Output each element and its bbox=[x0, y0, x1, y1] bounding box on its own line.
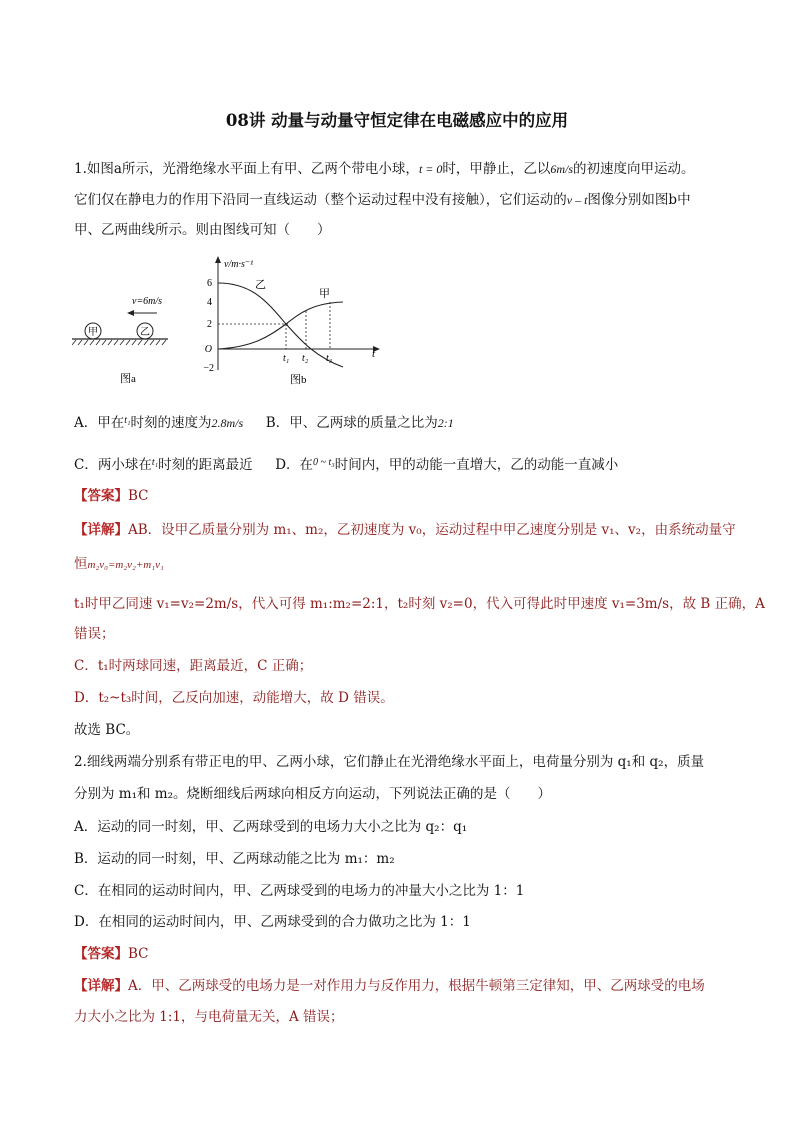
figure-b-chart bbox=[198, 253, 388, 388]
q1-options-ab bbox=[74, 412, 724, 432]
option-c-text-2: 时刻的距离最近 bbox=[158, 457, 253, 473]
xtick-t1: t₁ bbox=[283, 353, 290, 364]
velocity-label: v=6m/s bbox=[132, 296, 163, 307]
ytick-6: 6 bbox=[207, 278, 212, 289]
q2-detail-1 bbox=[74, 977, 724, 995]
q1-detail-2 bbox=[74, 555, 724, 574]
q1-stem-2c: 图像分别如图b中 bbox=[587, 192, 691, 208]
option-c-t1: t₁ bbox=[151, 457, 159, 468]
q1-stem-c: 时，甲静止，乙以 bbox=[442, 161, 551, 177]
detail-text-2: 恒 bbox=[74, 556, 88, 572]
q1-detail-3: t₁时甲乙同速 v₁=v₂=2m/s，代入可得 m₁:m₂=2:1，t₂时刻 v₂=0，代入可得此时甲速度 v₁=3m/s，故 B 正确，A bbox=[74, 596, 765, 612]
q1-detail-5: C．t₁时两球同速，距离最近，C 正确； bbox=[74, 658, 313, 674]
detail-tag-2: 【详解】 bbox=[74, 978, 128, 994]
xtick-t2: t₂ bbox=[302, 353, 309, 364]
q1-line-2 bbox=[74, 191, 724, 209]
figure-a bbox=[72, 288, 182, 388]
y-axis-label: v/m·s⁻¹ bbox=[224, 259, 254, 270]
q2-option-c: C．在相同的运动时间内，甲、乙两球受到的电场力的冲量大小之比为 1：1 bbox=[74, 883, 525, 899]
q2-answer bbox=[74, 945, 724, 963]
q1-stem-e: 的初速度向甲运动。 bbox=[573, 161, 695, 177]
page-title: 08讲 动量与动量守恒定律在电磁感应中的应用 bbox=[225, 111, 569, 130]
origin-label: O bbox=[204, 344, 212, 355]
answer-value: BC bbox=[128, 488, 149, 504]
ball-yi-label: 乙 bbox=[140, 327, 150, 338]
answer-value-2: BC bbox=[128, 946, 149, 962]
q1-line-1 bbox=[74, 160, 724, 178]
q1-detail-6: D．t₂~t₃时间，乙反向加速，动能增大，故 D 错误。 bbox=[74, 690, 394, 706]
q1-options-cd bbox=[74, 454, 724, 474]
ytick-2: 2 bbox=[207, 319, 212, 330]
q1-detail-1 bbox=[74, 521, 736, 539]
q1-detail-4: 错误； bbox=[74, 626, 115, 642]
option-c-text: C．两小球在 bbox=[74, 457, 152, 473]
q2-line-2: 分别为 m₁和 m₂。烧断细线后两球向相反方向运动，下列说法正确的是（ ） bbox=[74, 786, 552, 802]
detail-tag: 【详解】 bbox=[74, 522, 128, 538]
curve-jia bbox=[218, 302, 343, 349]
q1-stem-2a: 它们仅在静电力的作用下沿同一直线运动（整个运动过程中没有接触），它们运动的 bbox=[74, 192, 567, 208]
option-a-text-2: 时刻的速度为 bbox=[130, 415, 212, 431]
option-b-text: B．甲、乙两球的质量之比为 bbox=[265, 415, 438, 431]
option-d-interval: 0 ~ t₃ bbox=[313, 457, 335, 468]
detail-text-1: AB．设甲乙质量分别为 m₁、m₂，乙初速度为 v₀，运动过程中甲乙速度分别是 v₁、v₂，由系统动量守 bbox=[128, 522, 736, 538]
xtick-t3: t₃ bbox=[326, 353, 333, 364]
q1-stem-a: 1.如图a所示，光滑绝缘水平面上有甲、乙两个带电小球， bbox=[74, 161, 419, 177]
q2-detail-2: 力大小之比为 1:1，与电荷量无关，A 错误； bbox=[74, 1009, 344, 1025]
curve-yi-label: 乙 bbox=[255, 279, 266, 291]
q1-conclusion: 故选 BC。 bbox=[74, 722, 140, 738]
x-axis-label: t bbox=[372, 348, 376, 360]
q2-option-b: B．运动的同一时刻，甲、乙两球动能之比为 m₁：m₂ bbox=[74, 851, 395, 867]
momentum-equation: m₂v₀=m₂v₂+m₁v₁ bbox=[87, 559, 164, 571]
figure-b-caption: 图b bbox=[290, 374, 307, 386]
curve-jia-label: 甲 bbox=[319, 288, 330, 300]
q1-t0: t = 0 bbox=[418, 162, 443, 176]
y-axis-arrow bbox=[215, 256, 221, 263]
figure-a-caption: 图a bbox=[120, 373, 136, 385]
q2-option-a: A．运动的同一时刻，甲、乙两球受到的电场力大小之比为 q₂：q₁ bbox=[74, 819, 468, 835]
option-a-value: 2.8m/s bbox=[211, 416, 244, 430]
answer-tag-2: 【答案】 bbox=[74, 946, 128, 962]
q2-detail-text-1: A．甲、乙两球受的电场力是一对作用力与反作用力，根据牛顿第三定律知，甲、乙两球受的电场 bbox=[128, 978, 705, 994]
ytick-4: 4 bbox=[207, 297, 212, 308]
ground-hatch bbox=[72, 340, 166, 345]
ytick-neg2: −2 bbox=[203, 363, 214, 374]
q1-line-3: 甲、乙两曲线所示。则由图线可知（ ） bbox=[74, 222, 331, 238]
q2-option-d: D．在相同的运动时间内，甲、乙两球受到的合力做功之比为 1：1 bbox=[74, 914, 471, 930]
option-b-ratio: 2:1 bbox=[437, 416, 454, 430]
q2-line-1: 2.细线两端分别系有带正电的甲、乙两小球，它们静止在光滑绝缘水平面上，电荷量分别为 q₁和 q₂，质量 bbox=[74, 754, 705, 770]
option-a-text: A．甲在 bbox=[74, 415, 125, 431]
ball-jia-label: 甲 bbox=[88, 327, 98, 338]
q1-answer bbox=[74, 487, 724, 505]
q1-v0: 6m/s bbox=[550, 162, 574, 176]
option-d-text-2: 时间内，甲的动能一直增大，乙的动能一直减小 bbox=[334, 457, 619, 473]
arrow-head bbox=[127, 310, 134, 316]
answer-tag: 【答案】 bbox=[74, 488, 128, 504]
option-d-text: D．在 bbox=[275, 457, 314, 473]
option-a-t1: t₁ bbox=[124, 415, 131, 426]
q1-vt: v – t bbox=[566, 193, 588, 207]
